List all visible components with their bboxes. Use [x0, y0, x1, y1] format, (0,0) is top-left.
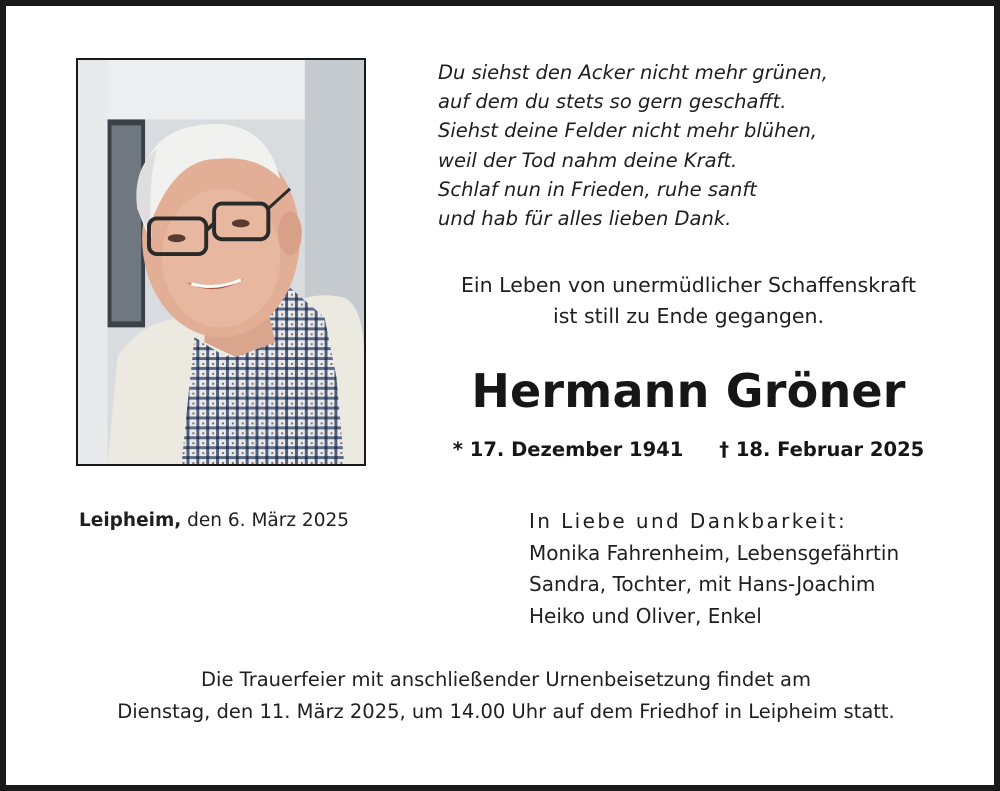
service-line: Die Trauerfeier mit anschließender Urnenbeisetzung findet am	[201, 668, 811, 691]
poem	[438, 58, 938, 233]
motto	[406, 270, 971, 332]
place-date-text: den 6. März 2025	[181, 510, 350, 531]
poem-line: Siehst deine Felder nicht mehr blühen,	[438, 119, 818, 143]
poem-line: und hab für alles lieben Dank.	[438, 207, 732, 231]
death-date: † 18. Februar 2025	[719, 438, 925, 461]
portrait-photo	[76, 58, 366, 466]
poem-line: Schlaf nun in Frieden, ruhe sanft	[438, 177, 757, 201]
mourners	[529, 506, 899, 632]
funeral-service-notice	[46, 664, 966, 727]
motto-line: Ein Leben von unermüdlicher Schaffenskraft	[460, 273, 916, 297]
poem-line: Du siehst den Acker nicht mehr grünen,	[438, 61, 828, 84]
motto-line: ist still zu Ende gegangen.	[553, 304, 824, 328]
mourner-name: Sandra, Tochter, mit Hans-Joachim	[529, 572, 876, 596]
mourners-intro: In Liebe und Dankbarkeit:	[529, 509, 848, 533]
place-date	[79, 510, 349, 531]
deceased-name: Hermann Gröner	[471, 364, 906, 418]
life-dates	[406, 438, 971, 461]
portrait-photo-icon	[78, 60, 364, 464]
mourner-name: Heiko und Oliver, Enkel	[529, 603, 762, 628]
birth-date: * 17. Dezember 1941	[452, 438, 684, 461]
service-line: Dienstag, den 11. März 2025, um 14.00 Uhr auf dem Friedhof in Leipheim statt.	[117, 699, 895, 723]
place-city: Leipheim,	[79, 510, 182, 531]
poem-line: auf dem du stets so gern geschafft.	[438, 90, 787, 114]
mourner-name: Monika Fahrenheim, Lebensgefährtin	[529, 540, 900, 565]
poem-line: weil der Tod nahm deine Kraft.	[438, 148, 738, 172]
